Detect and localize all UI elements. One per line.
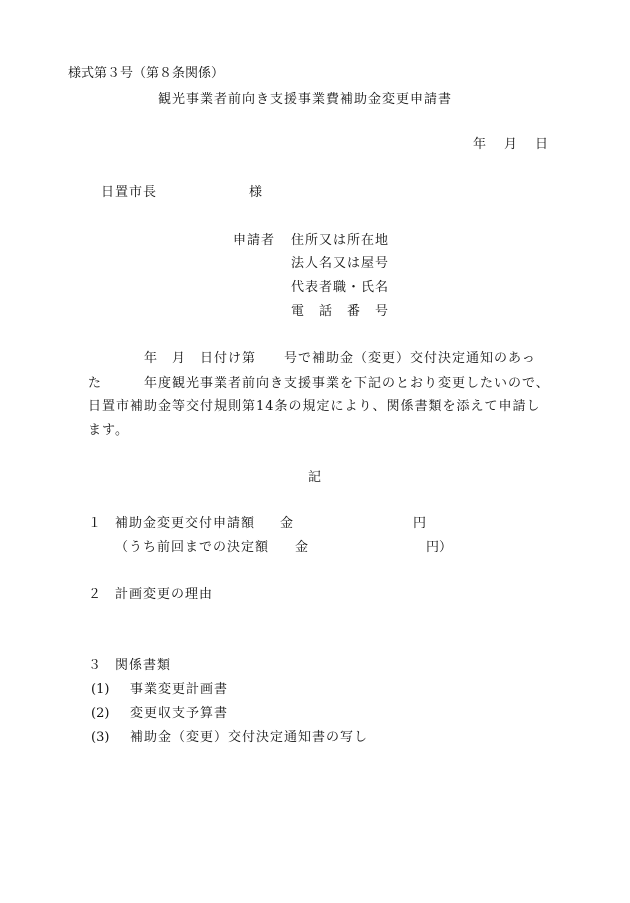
date-day-label: 日 — [535, 137, 549, 152]
body-line-3: 日置市補助金等交付規則第14条の規定により、関係書類を添えて申請し — [88, 399, 541, 414]
item1-sub-yen: 円） — [426, 540, 453, 555]
date-month-label: 月 — [504, 137, 518, 152]
addressee-honorific: 様 — [249, 185, 263, 200]
applicant-field-representative: 代表者職・氏名 — [291, 280, 390, 295]
body-line-1: 年 月 日付け第 号で補助金（変更）交付決定通知のあっ — [144, 351, 536, 366]
item1-label: 補助金変更交付申請額 — [115, 516, 256, 531]
item2-number: ２ — [88, 587, 102, 602]
doc-1-number: (1) — [91, 682, 110, 697]
doc-1-text: 事業変更計画書 — [130, 682, 229, 697]
document-title: 観光事業者前向き支援事業費補助金変更申請書 — [158, 92, 453, 107]
record-heading: 記 — [308, 470, 322, 485]
item3-label: 関係書類 — [115, 658, 172, 673]
doc-3-text: 補助金（変更）交付決定通知書の写し — [130, 730, 369, 745]
item1-number: １ — [88, 516, 102, 531]
item1-yen: 円 — [413, 516, 427, 531]
applicant-field-phone: 電 話 番 号 — [291, 304, 390, 319]
doc-2-text: 変更収支予算書 — [130, 706, 229, 721]
applicant-field-address: 住所又は所在地 — [291, 233, 390, 248]
date-year-label: 年 — [473, 137, 487, 152]
item1-sub-label: （うち前回までの決定額 — [115, 540, 270, 555]
doc-2-number: (2) — [91, 706, 110, 721]
item2-label: 計画変更の理由 — [115, 587, 214, 602]
item1-sub-kin: 金 — [295, 540, 309, 555]
applicant-label: 申請者 — [233, 233, 276, 248]
item3-number: ３ — [88, 658, 102, 673]
addressee-name: 日置市長 — [101, 185, 158, 200]
applicant-field-corporate-name: 法人名又は屋号 — [291, 256, 390, 271]
item1-kin: 金 — [280, 516, 294, 531]
form-number: 様式第３号（第８条関係） — [68, 66, 225, 81]
body-line-2: た 年度観光事業者前向き支援事業を下記のとおり変更したいので、 — [88, 376, 550, 391]
doc-3-number: (3) — [91, 730, 110, 745]
body-line-4: ます。 — [88, 423, 129, 438]
